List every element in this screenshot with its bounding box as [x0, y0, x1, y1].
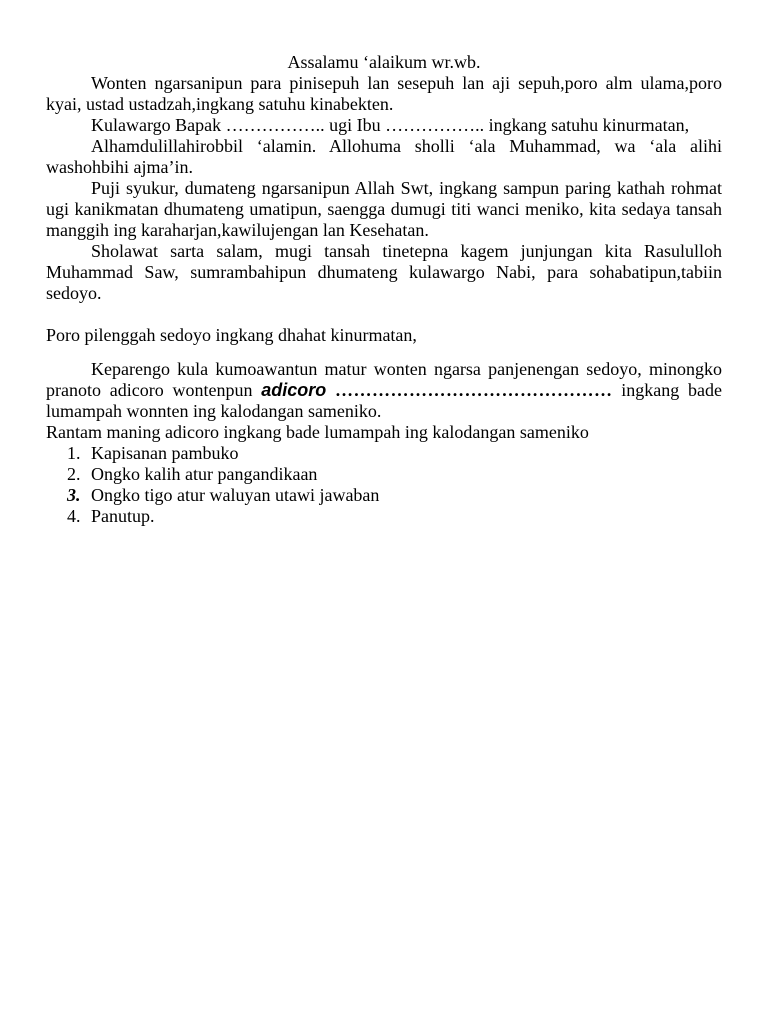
agenda-text: Kapisanan pambuko: [91, 443, 239, 463]
paragraph-honorifics: Wonten ngarsanipun para pinisepuh lan sesepuh lan aji sepuh,poro alm ulama,poro kyai, ustad ustadzah,ingkang satuhu kinabekten.: [46, 73, 722, 114]
agenda-number: 1.: [67, 443, 81, 463]
greeting: Assalamu ‘alaikum wr.wb.: [287, 52, 481, 72]
agenda-number: 2.: [67, 464, 81, 484]
agenda-item: [46, 464, 722, 485]
agenda-item: [46, 443, 722, 464]
paragraph-gratitude: Puji syukur, dumateng ngarsanipun Allah Swt, ingkang sampun paring kathah rohmat ugi kanikmatan dhumateng umatipun, saengga dumugi titi wanci meniko, kita sedaya tansah manggih ing karaharjan,kawilujengan lan Kesehatan.: [46, 178, 722, 240]
blank-dots: ………………………………………: [335, 380, 613, 400]
intro-text: Keparengo kula kumoawantun matur wonten ngarsa panjenengan sedoyo, minongko pranoto adicoro wontenpun: [46, 359, 722, 400]
paragraph-sholawat: Sholawat sarta salam, mugi tansah tinetepna kagem junjungan kita Rasululloh Muhammad Saw, sumrambahipun dhumateng kulawargo Nabi, para sohabatipun,tabiin sedoyo.: [46, 241, 722, 303]
salutation: Poro pilenggah sedoyo ingkang dhahat kinurmatan,: [46, 325, 417, 345]
paragraph-family: Kulawargo Bapak …………….. ugi Ibu …………….. ingkang satuhu kinurmatan,: [91, 115, 690, 135]
blank-line: [46, 304, 722, 325]
agenda-item: [46, 506, 722, 527]
blank-line: [46, 346, 722, 359]
paragraph-introduction: [46, 359, 722, 422]
agenda-intro: Rantam maning adicoro ingkang bade lumampah ing kalodangan sameniko: [46, 422, 589, 442]
agenda-number: 3.: [67, 485, 81, 505]
agenda-text: Ongko tigo atur waluyan utawi jawaban: [91, 485, 380, 505]
paragraph-praise: Alhamdulillahirobbil ‘alamin. Allohuma sholli ‘ala Muhammad, wa ‘ala alihi washohbihi ajma’in.: [46, 136, 722, 177]
emphasized-word: adicoro: [261, 380, 327, 400]
intro-text-end: ingkang bade lumampah wonnten ing kalodangan sameniko.: [46, 380, 723, 421]
agenda-number: 4.: [67, 506, 81, 526]
agenda-text: Ongko kalih atur pangandikaan: [91, 464, 318, 484]
agenda-list: [46, 443, 722, 527]
agenda-item: [46, 485, 722, 506]
agenda-text: Panutup.: [91, 506, 155, 526]
document-page: [46, 52, 722, 527]
